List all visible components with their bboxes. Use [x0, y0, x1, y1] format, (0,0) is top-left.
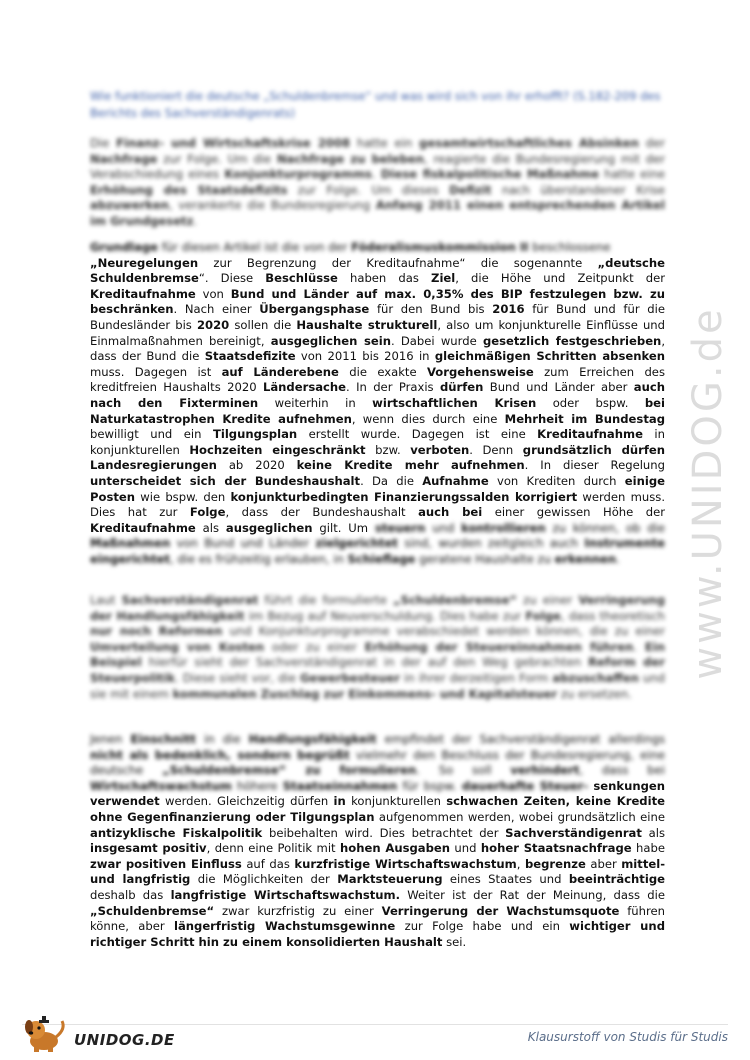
bold-term: zielgerichtet	[315, 536, 398, 551]
bold-term: kommunalen Zuschlag zur Einkommens- und Kapitalsteuer	[172, 686, 558, 701]
bold-term: kurzfristige Wirtschaftswachstum	[294, 856, 517, 871]
bold-term: zwar positiven Einfluss	[90, 856, 242, 871]
bold-term: gesamtwirtschaftliches Absinken	[419, 136, 639, 150]
bold-term: auf Länderebene	[221, 364, 339, 379]
bold-term: wichtiger und richtiger Schritt hin zu einem konsolidierten Haushalt	[90, 919, 665, 949]
bold-term: Schieflage	[347, 551, 416, 566]
paragraph-2-blurred-tail: steuern und kontrollieren zu können, ob die Maßnahmen von Bund und Länder zielgerichtet sind, wurden zeitgleich auch Instrumente eingerichtet, die es frühzeitig erlauben, in Schieflage geratene Haushalte zu erkennen.	[90, 520, 665, 566]
bold-term: bei Naturkatastrophen Kredite aufnehmen	[90, 395, 665, 426]
bold-term: einige Posten	[90, 473, 665, 504]
paragraph-1: Die Finanz- und Wirtschaftskrise 2008 hatte ein gesamtwirtschaftliches Absinken der Nachfrage zur Folge. Um die Nachfrage zu beleben, reagierte die Bundesregierung mit der Verabschiedung eines Konjunkturprogramms. Diese fiskalpolitische Maßnahme hatte eine Erhöhung des Staatsdefizits zur Folge. Um dieses Defizit nach überstandener Krise abzuwerken, verankerte die Bundesregierung Anfang 2011 einen entsprechenden Artikel im Grundgesetz.	[90, 136, 665, 228]
bold-term: Ziel	[431, 271, 456, 286]
bold-term: „Schuldenbremse“	[392, 593, 518, 607]
bold-term: Erhöhung des Staatsdefizits	[90, 182, 288, 197]
logo-text: UNIDOG.DE	[74, 1031, 175, 1049]
bold-term: Tilgungsplan	[212, 427, 298, 442]
bold-term: Haushalte strukturell	[296, 317, 438, 332]
bold-term: Verringerung der Handlungsfähigkeit	[90, 593, 665, 623]
bold-term: abzuschaffen	[552, 670, 639, 685]
bold-term: Umverteilung von Kosten	[90, 639, 265, 654]
bold-term: Maßnahmen	[90, 536, 171, 551]
bold-term: in	[333, 794, 346, 809]
bold-term: „Schuldenbremse“	[90, 903, 215, 918]
bold-term: Übergangsphase	[259, 302, 370, 317]
bold-term: Finanz- und Wirtschaftskrise 2008	[116, 136, 351, 150]
bold-term: Vorgehensweise	[426, 364, 534, 379]
dog-mascot-icon	[22, 1013, 72, 1053]
bold-term: konjunkturbedingten Finanzierungssalden korrigiert	[230, 489, 578, 504]
paragraph-4	[90, 732, 665, 950]
bold-term: steuern	[374, 520, 426, 535]
bold-term: hohen Ausgaben	[340, 841, 451, 856]
bold-term: langfristige Wirtschaftswachstum.	[170, 887, 401, 902]
bold-term: auch bei	[418, 505, 483, 520]
bold-term: Gewerbesteuer	[299, 670, 400, 685]
bold-term: Handlungsfähigkeit	[248, 732, 377, 746]
bold-term: erkennen	[554, 551, 617, 566]
bold-term: mittel- und langfristig	[90, 856, 666, 887]
paragraph-4-blurred-head: Jenen Einschnitt in die Handlungsfähigkeit empfindet der Sachverständigenrat allerdings nicht als bedenklich, sondern begrüßt vielmehr den Beschluss der Bundesregierung, eine deutsche „Schuldenbremse“ zu formulieren. So soll verhindert, dass bei Wirtschaftswachstum höhere Staatseinnahmen für bspw. dauerhafte Steuer-	[90, 732, 666, 793]
bold-term: Sachverständigenrat	[121, 593, 259, 607]
bold-term: „Schuldenbremse“ zu formulieren	[162, 763, 417, 778]
bold-term: hoher Staatsnachfrage	[480, 841, 632, 856]
bold-term: ausgeglichen sein	[270, 333, 391, 348]
bold-term: Verringerung der Wachstumsquote	[381, 903, 620, 918]
bold-term: dauerhafte Steuer-	[461, 778, 589, 793]
bold-term: grundsätzlich dürfen Landesregierungen	[90, 442, 665, 473]
paragraph-3: Laut Sachverständigenrat führt die formulierte „Schuldenbremse“ zu einer Verringerung der Handlungsfähigkeit im Bezug auf Neuverschuldung. Dies habe zur Folge, dass theoretisch nur noch Reformen und Konjunkturprogramme verabschiedet werden können, die zu einer Umverteilung von Kosten oder zu einer Erhöhung der Steuereinnahmen führen. Ein Beispiel hierfür sieht der Sachverständigenrat in der auf den Weg gebrachten Reform der Steuerpolitik. Diese sieht vor, die Gewerbesteuer in ihrer derzeitigen Form abzuschaffen und sie mit einem kommunalen Zuschlag zur Einkommens- und Kapitalsteuer zu ersetzen.	[90, 593, 665, 701]
bold-term: wirtschaftlichen Krisen	[372, 395, 537, 410]
bold-term: Wirtschaftswachstum	[90, 778, 232, 793]
paragraph-2-body: „Neuregelungen zur Begrenzung der Kreditaufnahme“ die sogenannte „deutsche Schuldenbremse“. Diese Beschlüsse haben das Ziel, die Höhe und Zeitpunkt der Kreditaufnahme von Bund und Länder auf max. 0,35% des BIP festzulegen bzw. zu beschränken. Nach einer Übergangsphase für den Bund bis 2016 für Bund und für die Bundesländer bis 2020 sollen die Haushalte strukturell, also um konjunkturelle Einflüsse und Einmalmaßnahmen bereinigt, ausgeglichen sein. Dabei wurde gesetzlich festgeschrieben, dass der Bund die Staatsdefizite von 2011 bis 2016 in gleichmäßigen Schritten absenken muss. Dagegen ist auf Länderebene die exakte Vorgehensweise zum Erreichen des kreditfreien Haushalts 2020 Ländersache. In der Praxis dürfen Bund und Länder aber auch nach den Fixterminen weiterhin in wirtschaftlichen Krisen oder bspw. bei Naturkatastrophen Kredite aufnehmen, wenn dies durch eine Mehrheit im Bundestag bewilligt und ein Tilgungsplan erstellt wurde. Dagegen ist eine Kreditaufnahme in konjunkturellen Hochzeiten eingeschränkt bzw. verboten. Denn grundsätzlich dürfen Landesregierungen ab 2020 keine Kredite mehr aufnehmen. In dieser Regelung unterscheidet sich der Bundeshaushalt. Da die Aufnahme von Krediten durch einige Posten wie bspw. den konjunkturbedingten Finanzierungssalden korrigiert werden muss. Dies hat zur Folge, dass der Bundeshaushalt auch bei einer gewissen Höhe der Kreditaufnahme als ausgeglichen gilt. Um	[90, 255, 666, 535]
unidog-logo	[22, 1013, 175, 1053]
bold-term: Grundlage	[90, 240, 159, 254]
bold-term: gleichmäßigen Schritten absenken	[434, 349, 665, 364]
bold-term: dürfen	[439, 380, 484, 395]
bold-term: „Neuregelungen	[90, 255, 199, 270]
bold-term: „deutsche Schuldenbremse	[90, 255, 665, 286]
bold-term: Staatsdefizite	[204, 349, 296, 364]
bold-term: 2016	[492, 302, 525, 317]
bold-term: Hochzeiten eingeschränkt	[189, 442, 366, 457]
bold-term: Instrumente eingerichtet	[90, 536, 665, 566]
bold-term: verboten	[410, 442, 470, 457]
bold-term: Kreditaufnahme	[537, 427, 643, 442]
bold-term: Nachfrage zu beleben	[276, 151, 424, 166]
bold-term: Mehrheit im Bundestag	[504, 411, 665, 426]
bold-term: 2020	[196, 317, 230, 332]
bold-term: Aufnahme	[422, 473, 489, 488]
bold-term: schwachen Zeiten, keine Kredite ohne Gegenfinanzierung oder Tilgungsplan	[90, 794, 665, 824]
bold-term: Ländersache	[262, 380, 347, 395]
bold-term: ausgeglichen	[225, 520, 313, 535]
bold-term: verhindert	[510, 763, 580, 778]
bold-term: keine Kredite mehr aufnehmen	[296, 458, 525, 473]
bold-term: Sachverständigenrat	[505, 825, 642, 840]
bold-term: Folge	[189, 505, 226, 520]
bold-term: antizyklische Fiskalpolitik	[90, 825, 263, 840]
bold-term: Föderalismuskommission II	[351, 240, 529, 254]
bold-term: Diese fiskalpolitische Maßnahme	[380, 167, 599, 182]
paragraph-2-blurred-head: Grundlage für diesen Artikel ist die von der Föderalismuskommission II beschlossene	[90, 240, 611, 254]
bold-term: nur noch Reformen	[90, 624, 223, 639]
bold-term: Kreditaufnahme	[90, 286, 196, 301]
footer-tagline: Klausurstoff von Studis für Studis	[527, 1030, 728, 1044]
bold-term: Bund und Länder auf max. 0,35% des BIP festzulegen bzw. zu beschränken	[90, 286, 665, 317]
watermark	[678, 250, 738, 730]
bold-term: Kreditaufnahme	[90, 520, 196, 535]
bold-term: Staatseinnahmen	[282, 778, 398, 793]
bold-term: Reform der Steuerpolitik	[90, 655, 665, 685]
paragraph-2	[90, 240, 665, 567]
paragraph-4-body: senkungen verwendet werden. Gleichzeitig dürfen in konjunkturellen schwachen Zeiten, keine Kredite ohne Gegenfinanzierung oder Tilgungsplan aufgenommen werden, wobei grundsätzlich eine antizyklische Fiskalpolitik beibehalten wird. Dies betrachtet der Sachverständigenrat als insgesamt positiv, denn eine Politik mit hohen Ausgaben und hoher Staatsnachfrage habe zwar positiven Einfluss auf das kurzfristige Wirtschaftswachstum, begrenze aber mittel- und langfristig die Möglichkeiten der Marktsteuerung eines Staates und beeinträchtige deshalb das langfristige Wirtschaftswachstum. Weiter ist der Rat der Meinung, dass die „Schuldenbremse“ zwar kurzfristig zu einer Verringerung der Wachstumsquote führen könne, aber längerfristig Wachstumsgewinne zur Folge habe und ein wichtiger und richtiger Schritt hin zu einem konsolidierten Haushalt sei.	[90, 778, 666, 949]
bold-term: Konjunkturprogramms	[224, 167, 372, 182]
bold-term: senkungen verwendet	[90, 778, 666, 809]
bold-term: Ein Beispiel	[90, 639, 665, 670]
bold-term: abzuwerken	[90, 198, 169, 213]
bold-term: Defizit	[449, 182, 492, 197]
bold-term: unterscheidet sich der Bundeshaushalt	[90, 473, 361, 488]
bold-term: Einschnitt	[130, 732, 196, 746]
bold-term: Nachfrage	[90, 151, 158, 166]
bold-term: beeinträchtige	[568, 872, 665, 887]
bold-term: insgesamt positiv	[90, 841, 207, 856]
watermark-text: www.UNIDOG.de	[685, 306, 731, 680]
bold-term: Anfang 2011 einen entsprechenden Artikel im Grundgesetz	[90, 198, 665, 228]
bold-term: Folge	[525, 608, 561, 623]
bold-term: Beschlüsse	[265, 271, 338, 286]
bold-term: nicht als bedenklich, sondern begrüßt	[90, 747, 350, 762]
question-heading: Wie funktioniert die deutsche „Schuldenbremse“ und was wird sich von ihr erhofft? (S.182-209 des Berichts des Sachverständigenrats)	[90, 89, 661, 120]
bold-term: gesetzlich festgeschrieben	[482, 333, 662, 348]
bold-term: Erhöhung der Steuereinnahmen führen	[364, 639, 634, 654]
bold-term: auch nach den Fixterminen	[90, 380, 665, 410]
bold-term: begrenze	[524, 856, 586, 871]
bold-term: kontrollieren	[461, 520, 546, 535]
bold-term: Marktsteuerung	[337, 872, 443, 887]
bold-term: längerfristig Wachstumsgewinne	[173, 919, 396, 934]
